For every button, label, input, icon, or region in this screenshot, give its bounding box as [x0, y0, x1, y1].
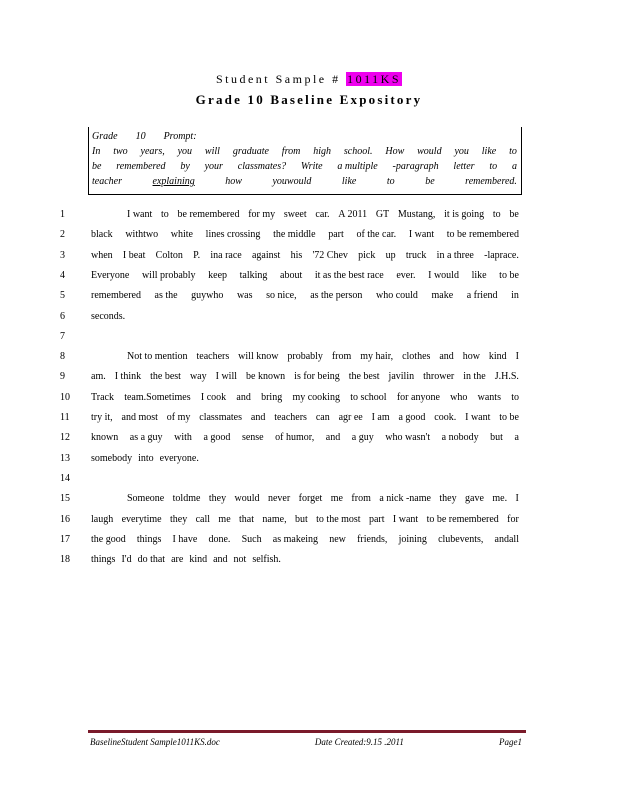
prompt-line: [92, 174, 517, 189]
essay-word: so nice,: [266, 290, 297, 302]
line-text: [91, 512, 519, 528]
essay-word: a good: [203, 432, 231, 444]
essay-word: I want: [465, 412, 491, 423]
essay-word: andall: [494, 533, 519, 545]
essay-word: how: [462, 351, 480, 363]
essay-word: do that: [137, 554, 166, 566]
prompt-word: a multiple: [337, 161, 378, 172]
essay-line: [0, 552, 618, 572]
essay-word: me: [218, 513, 231, 525]
essay-word: to be remembered: [426, 513, 499, 525]
essay-word: the best: [150, 371, 181, 383]
essay-word: to be remembered: [446, 229, 519, 241]
essay-word: to be: [499, 412, 519, 423]
essay-word: would: [234, 493, 260, 505]
line-number: 9: [60, 371, 65, 383]
essay-word: for: [507, 513, 519, 525]
prompt-word: by: [180, 161, 190, 172]
essay-word: I want: [127, 209, 153, 220]
essay-word: to: [161, 209, 169, 220]
prompt-word: like: [341, 176, 357, 187]
essay-word: agr ee: [338, 412, 363, 423]
essay-word: everyone.: [159, 452, 199, 464]
prompt-word: graduate: [232, 146, 269, 157]
essay-word: black: [91, 229, 113, 241]
essay-word: ina race: [210, 249, 242, 261]
essay-word: and most: [121, 412, 158, 423]
prompt-word: letter: [453, 161, 475, 172]
essay-word: lines crossing: [205, 229, 261, 241]
essay-word: clothes: [402, 351, 431, 363]
line-number: 1: [60, 209, 65, 220]
document-title: [0, 72, 618, 87]
essay-word: his: [290, 249, 303, 261]
essay-word: P.: [193, 249, 201, 261]
footer-rule: [88, 730, 526, 733]
essay-line: [0, 288, 618, 308]
essay-word: J.H.S.: [494, 371, 519, 383]
essay-line: [0, 369, 618, 389]
essay-word: call: [195, 513, 211, 525]
title-prefix: Student Sample #: [215, 72, 347, 86]
prompt-word: to: [509, 146, 517, 157]
essay-word: I would: [428, 269, 459, 281]
footer-date: Date Created:9.15 .2011: [314, 737, 404, 747]
prompt-word: be: [425, 176, 435, 187]
essay-line: [0, 491, 618, 511]
essay-word: teachers: [274, 412, 307, 423]
essay-word: I: [515, 351, 519, 363]
essay-word: as makeing: [272, 533, 319, 545]
essay-word: I: [515, 493, 519, 505]
line-number: 16: [60, 513, 70, 525]
essay-line: [0, 248, 618, 268]
essay-word: to the most: [316, 513, 361, 525]
essay-word: a nobody: [441, 432, 479, 444]
prompt-box: [88, 127, 522, 195]
essay-word: Not to mention: [127, 351, 188, 363]
essay-word: be known: [246, 371, 286, 383]
essay-word: forget: [298, 493, 323, 505]
essay-word: wants: [477, 391, 501, 403]
essay-word: but: [294, 513, 308, 525]
essay-word: I have: [172, 533, 198, 545]
prompt-word: 10: [135, 131, 146, 142]
essay-word: new: [329, 533, 346, 545]
essay-word: and: [439, 351, 454, 363]
essay-word: a nick -name: [379, 493, 431, 505]
prompt-word: you: [454, 146, 469, 157]
essay-word: as the: [154, 290, 178, 302]
essay-word: I think: [114, 371, 142, 383]
essay-word: for my: [248, 209, 276, 220]
essay-word: a: [514, 432, 519, 444]
essay-word: white: [170, 229, 193, 241]
essay-word: remembered: [91, 290, 141, 302]
essay-word: somebody: [91, 452, 133, 464]
line-number: 17: [60, 533, 70, 545]
essay-word: a friend: [466, 290, 498, 302]
essay-word: they: [169, 513, 188, 525]
prompt-word: years,: [140, 146, 165, 157]
essay-word: about: [280, 269, 303, 281]
essay-word: withtwo: [125, 229, 159, 241]
essay-word: part: [368, 513, 385, 525]
essay-line: [0, 451, 618, 471]
line-number: 3: [60, 249, 65, 261]
prompt-word: youwould: [272, 176, 312, 187]
essay-word: toldme: [172, 493, 201, 505]
essay-word: Such: [241, 533, 262, 545]
essay-word: a good: [398, 412, 426, 423]
essay-word: be: [509, 209, 519, 220]
prompt-word: you: [177, 146, 193, 157]
essay-line: [0, 512, 618, 532]
sample-id-highlight: 1011KS: [347, 72, 402, 86]
essay-word: into: [138, 452, 154, 464]
essay-word: it as the best race: [314, 269, 384, 281]
essay-word: ever.: [396, 269, 416, 281]
prompt-word: two: [113, 146, 128, 157]
prompt-word: to: [386, 176, 395, 187]
essay-word: is for being: [294, 371, 340, 383]
essay-line: [0, 471, 618, 491]
line-text: [127, 349, 519, 365]
essay-word: things: [136, 533, 162, 545]
essay-word: like: [471, 269, 487, 281]
prompt-word: from: [281, 146, 301, 157]
prompt-word: teacher: [92, 176, 122, 187]
essay-word: teachers: [196, 351, 230, 363]
essay-word: and: [250, 412, 266, 423]
essay-word: was: [236, 290, 253, 302]
line-number: 14: [60, 472, 70, 484]
essay-word: Track: [91, 391, 114, 403]
essay-word: try it,: [91, 412, 113, 423]
line-number: 2: [60, 229, 65, 241]
line-text: [91, 410, 519, 426]
essay-word: everytime: [121, 513, 162, 525]
line-number: 18: [60, 554, 70, 566]
prompt-word: How: [385, 146, 405, 157]
prompt-word: a: [511, 161, 517, 172]
prompt-word: explaining: [152, 176, 195, 187]
essay-word: who could: [375, 290, 418, 302]
prompt-word: to: [489, 161, 498, 172]
essay-word: make: [431, 290, 454, 302]
essay-word: I want: [392, 513, 419, 525]
essay-word: '72 Chev: [312, 249, 348, 261]
essay-word: to school: [350, 391, 387, 403]
essay-word: in: [511, 290, 519, 302]
essay-word: and: [213, 554, 228, 566]
essay-word: of the car.: [356, 229, 397, 241]
essay-word: who: [450, 391, 468, 403]
line-text: [127, 491, 519, 507]
essay-word: a guy: [351, 432, 374, 444]
essay-word: they: [439, 493, 457, 505]
essay-word: I beat: [122, 249, 146, 261]
footer-page-number: Page1: [499, 737, 522, 747]
prompt-word: your: [204, 161, 223, 172]
essay-word: from: [351, 493, 371, 505]
essay-word: and: [236, 391, 251, 403]
essay-word: sweet: [283, 209, 307, 220]
line-text: [91, 288, 519, 304]
page-footer: [90, 737, 522, 747]
essay-word: Everyone: [91, 269, 130, 281]
essay-word: talking: [239, 269, 268, 281]
essay-word: Colton: [155, 249, 183, 261]
line-text: [91, 309, 519, 325]
line-text: [91, 451, 519, 467]
essay-word: Mustang,: [397, 209, 436, 220]
essay-word: the good: [91, 533, 126, 545]
prompt-word: how: [225, 176, 242, 187]
essay-word: me.: [492, 493, 508, 505]
essay-word: but: [490, 432, 503, 444]
line-text: [127, 207, 519, 223]
essay-word: from: [331, 351, 352, 363]
essay-word: guywho: [191, 290, 224, 302]
line-text: [91, 248, 519, 264]
essay-line: [0, 227, 618, 247]
essay-word: I will: [215, 371, 237, 383]
line-number: 11: [60, 412, 70, 423]
essay-word: -laprace.: [484, 249, 519, 261]
essay-word: clubevents,: [438, 533, 484, 545]
essay-word: that: [239, 513, 255, 525]
essay-word: will know: [238, 351, 279, 363]
essay-word: classmates: [199, 412, 243, 423]
essay-word: who wasn't: [385, 432, 431, 444]
essay-word: selfish.: [252, 554, 281, 566]
prompt-word: Prompt:: [163, 131, 197, 142]
essay-word: with: [174, 432, 192, 444]
essay-word: my hair,: [360, 351, 394, 363]
essay-word: for anyone: [396, 391, 440, 403]
essay-word: keep: [208, 269, 228, 281]
essay-word: as a guy: [129, 432, 163, 444]
essay-word: me: [330, 493, 343, 505]
essay-word: when: [91, 249, 113, 261]
prompt-word: school.: [343, 146, 373, 157]
essay-word: of humor,: [275, 432, 315, 444]
prompt-line: [92, 129, 517, 144]
essay-line: [0, 430, 618, 450]
line-number: 8: [60, 351, 65, 363]
line-number: 15: [60, 493, 70, 505]
essay-word: they: [208, 493, 227, 505]
essay-word: kind: [488, 351, 507, 363]
essay-word: sense: [241, 432, 264, 444]
essay-line: [0, 207, 618, 227]
essay-word: joining: [398, 533, 427, 545]
essay-word: be remembered: [177, 209, 240, 220]
essay-line: [0, 268, 618, 288]
prompt-word: Grade: [92, 131, 118, 142]
essay-word: the best: [348, 371, 380, 383]
line-number: 4: [60, 269, 65, 281]
document-subtitle: Grade 10 Baseline Expository: [195, 92, 423, 107]
essay-line: [0, 410, 618, 430]
essay-word: gave: [465, 493, 484, 505]
essay-word: against: [251, 249, 281, 261]
prompt-word: high: [313, 146, 331, 157]
line-text: [91, 268, 519, 284]
prompt-word: In: [92, 146, 101, 157]
essay-word: I am: [371, 412, 390, 423]
essay-word: kind: [189, 554, 208, 566]
essay-word: in a three: [436, 249, 474, 261]
essay-word: not: [233, 554, 247, 566]
prompt-word: classmates?: [237, 161, 287, 172]
essay-word: as the person: [310, 290, 363, 302]
line-text: [91, 369, 519, 385]
essay-word: will probably: [141, 269, 196, 281]
essay-word: bring: [261, 391, 283, 403]
essay-word: car.: [315, 209, 330, 220]
essay-word: my cooking: [292, 391, 340, 403]
prompt-word: will: [204, 146, 220, 157]
essay-line: [0, 349, 618, 369]
essay-word: laugh: [91, 513, 114, 525]
line-text: [91, 532, 519, 548]
line-text: [91, 227, 519, 243]
essay-line: [0, 309, 618, 329]
essay-word: pick: [358, 249, 376, 261]
essay-word: friends,: [357, 533, 388, 545]
line-number: 6: [60, 310, 65, 322]
line-number: 13: [60, 452, 70, 464]
essay-word: GT: [375, 209, 390, 220]
line-text: [91, 552, 519, 568]
essay-word: and: [325, 432, 341, 444]
essay-word: to: [492, 209, 501, 220]
essay-word: in the: [463, 371, 486, 383]
essay-word: team.Sometimes: [124, 391, 191, 403]
essay-word: javilin: [388, 371, 415, 383]
prompt-word: remembered.: [465, 176, 517, 187]
essay-word: I'd: [121, 554, 132, 566]
essay-word: I cook: [200, 391, 227, 403]
essay-word: seconds.: [91, 310, 126, 322]
line-number: 7: [60, 330, 65, 342]
prompt-word: Write: [300, 161, 323, 172]
essay-word: am.: [91, 371, 106, 383]
prompt-line: [92, 159, 517, 174]
essay-word: to be: [499, 269, 519, 281]
essay-word: name,: [262, 513, 287, 525]
essay-word: to: [511, 391, 519, 403]
essay-word: the middle: [273, 229, 316, 241]
prompt-word: -paragraph: [392, 161, 439, 172]
prompt-word: would: [417, 146, 442, 157]
essay-word: done.: [208, 533, 231, 545]
essay-word: A 2011: [338, 209, 368, 220]
prompt-line: [92, 144, 517, 159]
essay-word: I want: [408, 229, 435, 241]
essay-word: of my: [166, 412, 191, 423]
line-text: [91, 430, 519, 446]
essay-word: Someone: [127, 493, 165, 505]
essay-word: known: [91, 432, 119, 444]
essay-word: thrower: [423, 371, 455, 383]
essay-word: cook.: [434, 412, 457, 423]
essay-word: never: [267, 493, 291, 505]
essay-word: up: [385, 249, 396, 261]
essay-word: things: [91, 554, 116, 566]
footer-filename: BaselineStudent Sample1011KS.doc: [90, 737, 220, 747]
essay-word: it is going: [444, 209, 485, 220]
essay-word: part: [328, 229, 344, 241]
essay-word: probably: [287, 351, 323, 363]
essay-line: [0, 329, 618, 349]
essay-line: [0, 390, 618, 410]
line-text: [91, 390, 519, 406]
line-number: 12: [60, 432, 70, 444]
prompt-word: be: [92, 161, 102, 172]
essay-word: way: [189, 371, 207, 383]
line-number: 5: [60, 290, 65, 302]
essay-word: can: [315, 412, 330, 423]
prompt-word: like: [481, 146, 497, 157]
prompt-word: remembered: [116, 161, 166, 172]
line-number: 10: [60, 391, 70, 403]
essay-word: are: [171, 554, 184, 566]
essay-line: [0, 532, 618, 552]
essay-word: truck: [405, 249, 427, 261]
